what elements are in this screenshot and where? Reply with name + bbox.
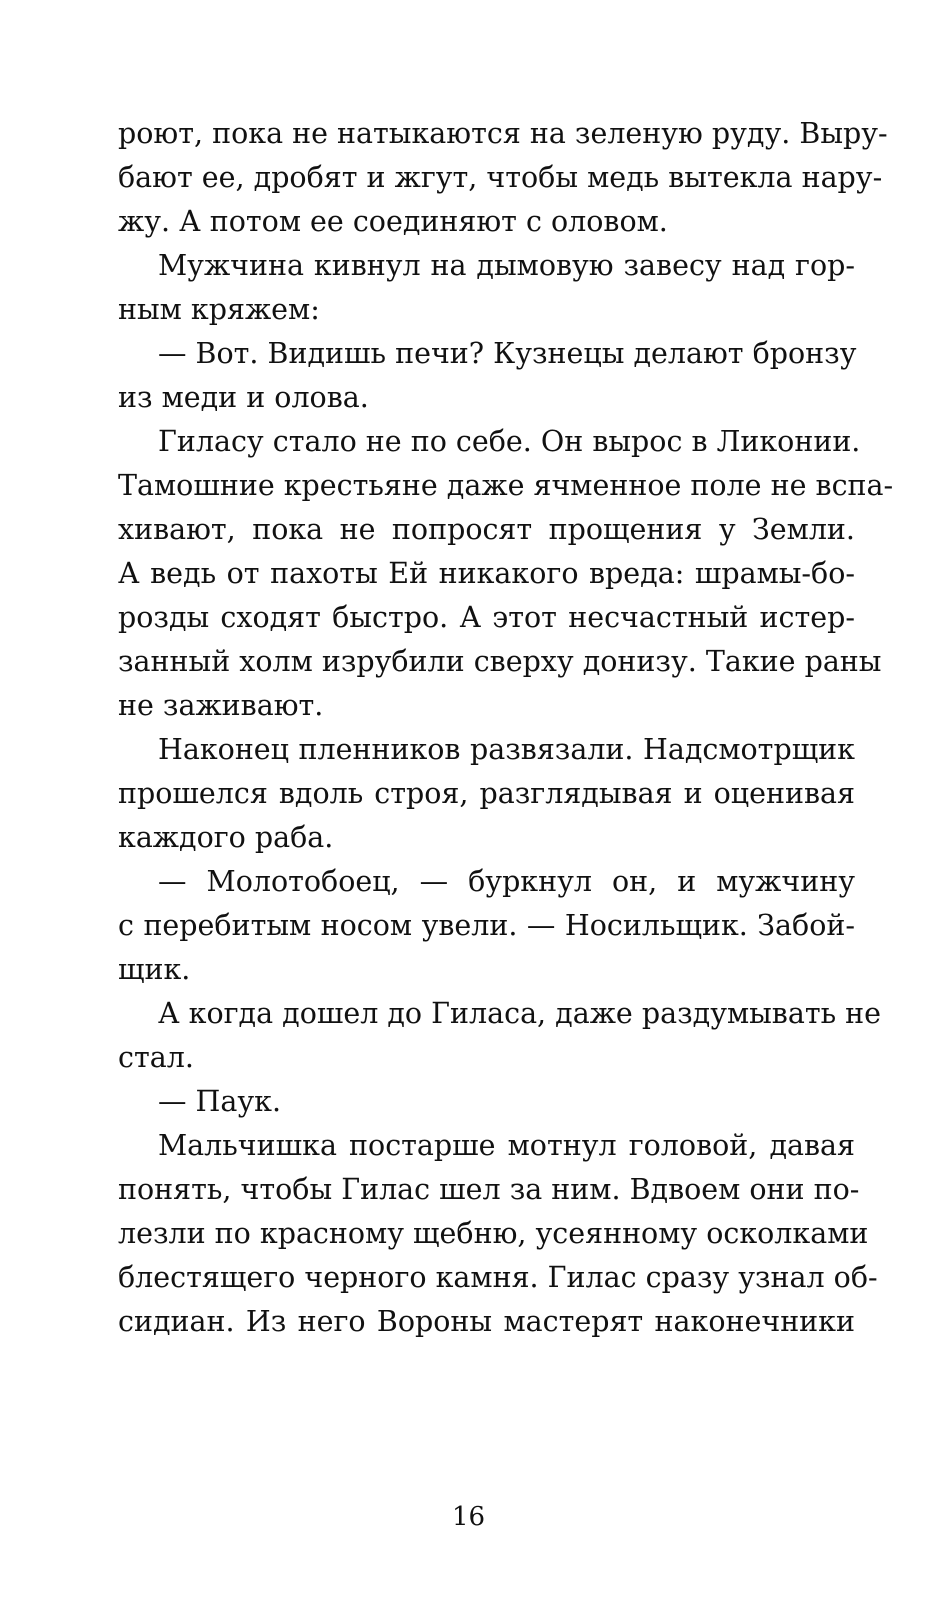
text-line: щик.: [118, 953, 191, 986]
text-line: лезли по красному щебню, усеянному осколками: [118, 1217, 869, 1250]
text-line: Гиласу стало не по себе. Он вырос в Ликонии.: [158, 425, 861, 458]
text-line: ным кряжем:: [118, 293, 320, 326]
text-line: занный холм изрубили сверху донизу. Такие раны: [118, 645, 882, 678]
text-line: — Молотобоец, — буркнул он, и мужчину: [158, 865, 855, 898]
text-line: блестящего черного камня. Гилас сразу узнал об-: [118, 1261, 878, 1294]
text-line: — Паук.: [158, 1085, 282, 1118]
text-line: хивают, пока не попросят прощения у Земли.: [118, 513, 855, 546]
text-line: Мужчина кивнул на дымовую завесу над гор-: [158, 249, 855, 282]
body-text: [118, 112, 894, 1344]
text-line: сидиан. Из него Вороны мастерят наконечники: [118, 1305, 855, 1338]
text-line: — Вот. Видишь печи? Кузнецы делают бронзу: [158, 337, 857, 370]
text-line: розды сходят быстро. А этот несчастный истер-: [118, 601, 855, 634]
text-line: прошелся вдоль строя, разглядывая и оценивая: [118, 777, 855, 810]
text-line: роют, пока не натыкаются на зеленую руду. Выру-: [118, 117, 888, 150]
text-line: понять, чтобы Гилас шел за ним. Вдвоем они по-: [118, 1173, 860, 1206]
page-number: 16: [451, 1502, 486, 1532]
text-line: из меди и олова.: [118, 381, 369, 414]
text-line: не заживают.: [118, 689, 324, 722]
text-line: Мальчишка постарше мотнул головой, давая: [158, 1129, 855, 1162]
text-line: каждого раба.: [118, 821, 334, 854]
text-line: А ведь от пахоты Ей никакого вреда: шрамы-бо-: [118, 557, 855, 590]
text-line: стал.: [118, 1041, 194, 1074]
text-line: Тамошние крестьяне даже ячменное поле не вспа-: [118, 469, 894, 502]
text-line: с перебитым носом увели. — Носильщик. Забой-: [118, 909, 855, 942]
text-line: бают ее, дробят и жгут, чтобы медь вытекла нару-: [118, 161, 883, 194]
text-line: Наконец пленников развязали. Надсмотрщик: [158, 733, 855, 766]
text-line: А когда дошел до Гиласа, даже раздумывать не: [158, 997, 882, 1030]
text-line: жу. А потом ее соединяют с оловом.: [118, 205, 668, 238]
